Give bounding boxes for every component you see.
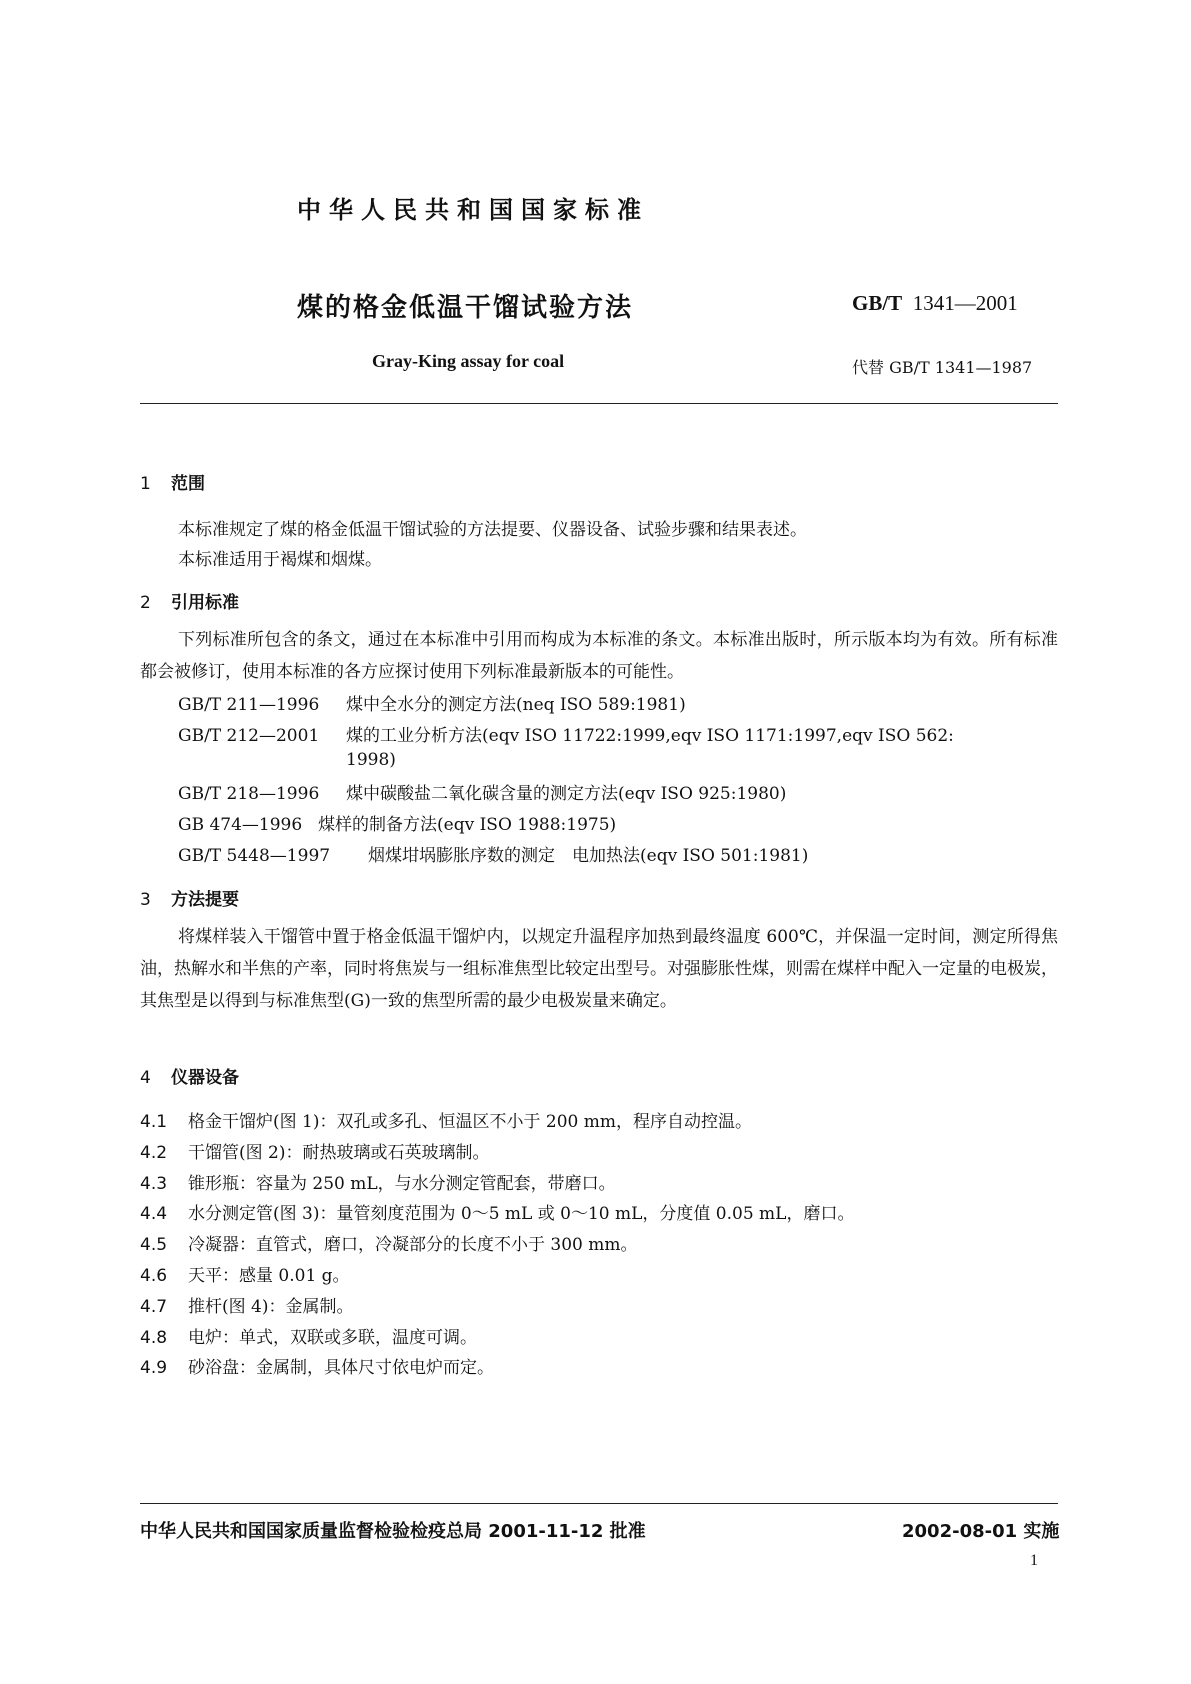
clause-item [140, 1107, 752, 1132]
reference-item [178, 841, 808, 866]
section-title: 方法提要 [171, 890, 239, 910]
reference-item [178, 690, 686, 715]
clause-number: 4.3 [140, 1174, 168, 1194]
reference-title: 煤样的制备方法(eqv ISO 1988:1975) [318, 815, 617, 835]
section-4-heading [140, 1063, 239, 1088]
clause-text: 推杆(图 4)：金属制。 [188, 1297, 354, 1317]
clause-text: 锥形瓶：容量为 250 mL，与水分测定管配套，带磨口。 [188, 1174, 616, 1194]
page-number: 1 [1030, 1552, 1038, 1569]
clause-item [140, 1353, 494, 1378]
section-2-heading [140, 588, 239, 613]
clause-number: 4.6 [140, 1266, 168, 1286]
reference-title: 煤的工业分析方法(eqv ISO 11722:1999,eqv ISO 1171:1997,eqv ISO 562: [346, 726, 954, 746]
implementation-date: 2002-08-01 实施 [902, 1521, 1060, 1542]
section-3-heading [140, 885, 239, 910]
clause-number: 4.7 [140, 1297, 168, 1317]
reference-code: GB/T 211—1996 [178, 695, 320, 715]
clause-item [140, 1138, 489, 1163]
clause-text: 天平：感量 0.01 g。 [188, 1266, 350, 1286]
clause-text: 冷凝器：直管式，磨口，冷凝部分的长度不小于 300 mm。 [188, 1235, 638, 1255]
section-1-heading [140, 469, 205, 494]
section-1-para-1: 本标准规定了煤的格金低温干馏试验的方法提要、仪器设备、试验步骤和结果表述。 [178, 520, 807, 540]
clause-item [140, 1169, 616, 1194]
reference-code: GB/T 218—1996 [178, 784, 320, 804]
section-2-intro: 下列标准所包含的条文，通过在本标准中引用而构成为本标准的条文。本标准出版时，所示版本均为有效。所有标准都会被修订，使用本标准的各方应探讨使用下列标准最新版本的可能性。 [140, 630, 1058, 682]
reference-title: 烟煤坩埚膨胀序数的测定 电加热法(eqv ISO 501:1981) [368, 846, 809, 866]
section-number: 4 [140, 1068, 151, 1088]
clause-number: 4.2 [140, 1143, 168, 1163]
national-standard-heading: 中华人民共和国国家标准 [297, 196, 649, 224]
section-title: 引用标准 [171, 593, 239, 613]
reference-title: 煤中全水分的测定方法(neq ISO 589:1981) [346, 695, 686, 715]
approval-statement: 中华人民共和国国家质量监督检验检疫总局 2001-11-12 批准 [140, 1521, 646, 1542]
standard-code [852, 291, 1018, 316]
clause-item [140, 1261, 350, 1286]
reference-code: GB/T 5448—1997 [178, 846, 331, 866]
clause-text: 格金干馏炉(图 1)：双孔或多孔、恒温区不小于 200 mm，程序自动控温。 [188, 1112, 752, 1132]
section-3-para: 将煤样装入干馏管中置于格金低温干馏炉内，以规定升温程序加热到最终温度 600℃，并保温一定时间，测定所得焦油，热解水和半焦的产率，同时将焦炭与一组标准焦型比较定出型号。对强膨胀性煤，则需在煤样中配入一定量的电极炭，其焦型是以得到与标准焦型(G)一致的焦型所需的最少电极炭量来确定。 [140, 927, 1058, 1011]
section-title: 仪器设备 [171, 1068, 239, 1088]
reference-code: GB/T 212—2001 [178, 726, 320, 746]
clause-number: 4.4 [140, 1204, 168, 1224]
clause-text: 干馏管(图 2)：耐热玻璃或石英玻璃制。 [188, 1143, 490, 1163]
reference-title: 煤中碳酸盐二氧化碳含量的测定方法(eqv ISO 925:1980) [346, 784, 787, 804]
section-1-para-2: 本标准适用于褐煤和烟煤。 [178, 550, 382, 570]
replaces-note: 代替 GB/T 1341—1987 [852, 358, 1033, 377]
document-title-en: Gray-King assay for coal [372, 351, 565, 371]
header-divider [140, 403, 1058, 404]
document-title-cn: 煤的格金低温干馏试验方法 [297, 293, 634, 323]
standard-code-prefix: GB/T [852, 291, 903, 315]
section-number: 1 [140, 474, 151, 494]
standard-code-number: 1341—2001 [912, 291, 1018, 315]
reference-item [178, 779, 786, 804]
clause-number: 4.8 [140, 1328, 168, 1348]
clause-item [140, 1199, 854, 1224]
footer-divider [140, 1503, 1058, 1504]
section-number: 2 [140, 593, 151, 613]
reference-item [178, 721, 954, 746]
clause-text: 水分测定管(图 3)：量管刻度范围为 0～5 mL 或 0～10 mL，分度值 0.05 mL，磨口。 [188, 1204, 855, 1224]
clause-item [140, 1292, 353, 1317]
reference-code: GB 474—1996 [178, 815, 303, 835]
clause-text: 砂浴盘：金属制，具体尺寸依电炉而定。 [188, 1358, 494, 1378]
section-title: 范围 [171, 474, 205, 494]
clause-number: 4.9 [140, 1358, 168, 1378]
reference-item [178, 810, 616, 835]
clause-item [140, 1323, 477, 1348]
clause-number: 4.1 [140, 1112, 168, 1132]
reference-title-continued: 1998) [346, 750, 396, 770]
clause-text: 电炉：单式，双联或多联，温度可调。 [188, 1328, 477, 1348]
section-number: 3 [140, 890, 151, 910]
clause-number: 4.5 [140, 1235, 168, 1255]
clause-item [140, 1230, 638, 1255]
